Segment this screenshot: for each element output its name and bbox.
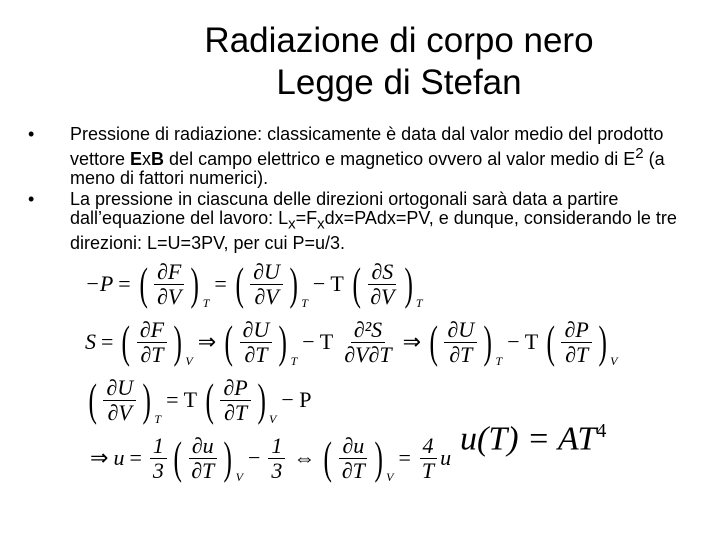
equation-row-2: S = ( $\frac{\partial F}{\partial T}$ ) V ⇒ ( $\frac{\partial U}{\partial T}$ ) T − T $\frac{\text{∂²S}}{\partial V\partial T}$ ⇒ ( $\frac{\partial U}{\partial T}$ ) T − T ( $\frac{\partial P}{\partial T}$ ) V bbox=[85, 316, 618, 368]
equation-row-4: ⇒ u = $\frac{1}{3}$ ( $\frac{\partial u}{\partial T}$ ) V − $\frac{1}{3}$ ⇔ ( $\frac{\partial u}{\partial T}$ ) V = $\frac{4}{T}$ u bbox=[90, 432, 452, 484]
slide-title bbox=[0, 20, 720, 104]
title-line-1: Radiazione di corpo nero bbox=[204, 21, 594, 60]
title-line-2: Legge di Stefan bbox=[276, 63, 522, 102]
bullet-item-2: • La pressione in ciascuna delle direzioni ortogonali sarà data a partire dall’equazione del lavoro: $L_x=F_xdx=PAdx=PV$, e dunque, considerando le tre direzioni: L=U=3PV, per cui P=u/3. bbox=[28, 189, 677, 253]
stefan-law-result: $u(T) = AT^4$ bbox=[460, 420, 607, 458]
bullet-list bbox=[28, 125, 708, 255]
equation-row-3: ( $\frac{\partial U}{\partial V}$ ) T = T ( $\frac{\partial P}{\partial T}$ ) V − P bbox=[88, 374, 312, 426]
bullet-dot: • bbox=[28, 189, 35, 209]
equation-row-1: −P = ( $\frac{\partial F}{\partial V}$ ) T = ( $\frac{\partial U}{\partial V}$ ) T − T ( $\frac{\partial S}{\partial V}$ ) T bbox=[85, 258, 423, 310]
bullet-item-1: • Pressione di radiazione: classicamente è data dal valor medio del prodotto vettore ExB del campo elettrico e magnetico ovvero al valor medio di $E^2$ (a meno di fattori numerici). bbox=[28, 124, 665, 188]
bullet-dot: • bbox=[28, 124, 35, 144]
